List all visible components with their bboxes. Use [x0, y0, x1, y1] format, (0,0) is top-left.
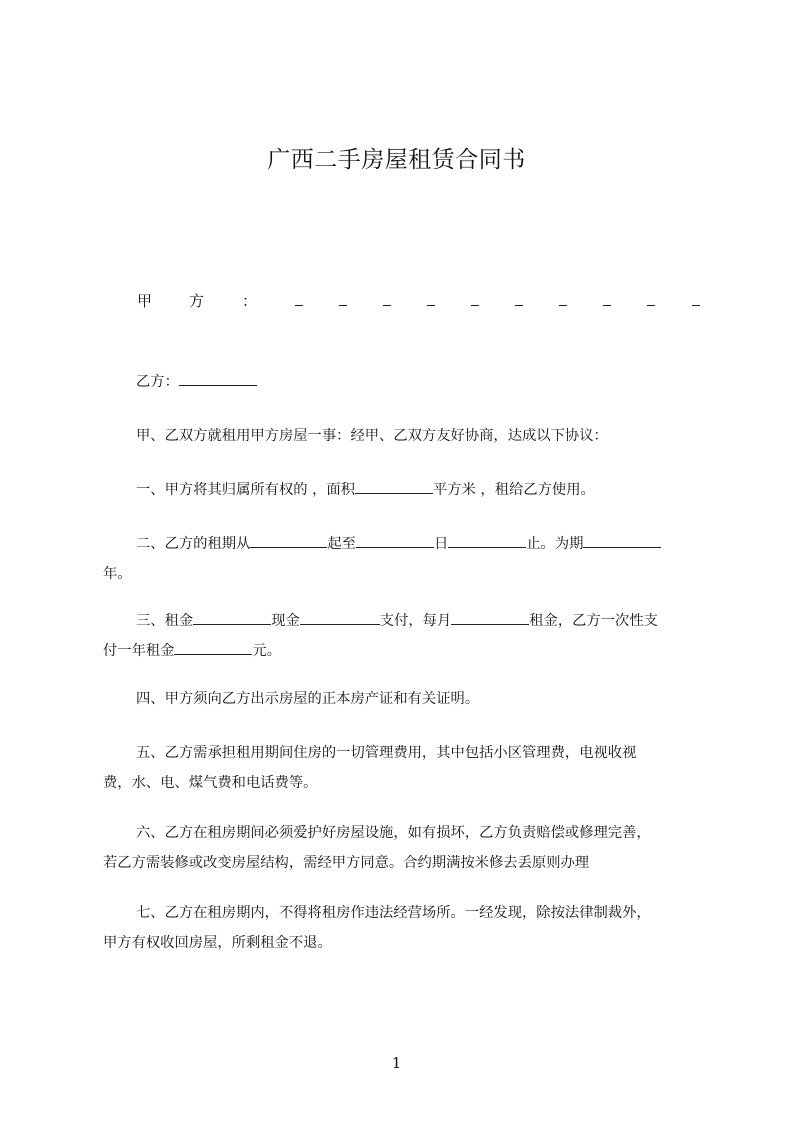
lease-end-blank — [356, 533, 434, 548]
document-title: 广西二手房屋租赁合同书 — [267, 147, 526, 173]
clause-1-text-b: 平方米 ，租给乙方使用。 — [433, 482, 595, 498]
clause-1-text-a: 一、甲方将其归属所有权的 ，面积 — [136, 482, 355, 498]
area-blank — [355, 479, 433, 494]
clause-3 — [103, 606, 703, 666]
monthly-rent-blank — [451, 610, 529, 625]
party-a-label-char-1: 甲 — [137, 292, 153, 310]
party-a-blank-dash — [295, 305, 303, 306]
clause-2-text-d: 止。为期 — [526, 536, 584, 552]
clause-5-line-2: 费，水、电、煤气费和电话费等。 — [103, 775, 318, 791]
intro-text: 甲、乙双方就租用甲方房屋一事：经甲、乙双方友好协商，达成以下协议： — [136, 428, 608, 444]
clause-3-text-d: 租金，乙方一次性支 — [529, 613, 658, 629]
lease-day-blank — [448, 533, 526, 548]
clause-5-line-1: 五、乙方需承担租用期间住房的一切管理费用，其中包括小区管理费，电视收视 — [136, 745, 637, 761]
clause-3-text-c: 支付，每月 — [379, 613, 452, 629]
clause-6-line-1: 六、乙方在租房期间必须爱护好房屋设施，如有损坏，乙方负责赔偿或修理完善， — [136, 825, 651, 841]
clause-2-text-e: 年。 — [103, 566, 132, 582]
clause-2-text-c: 日 — [433, 536, 449, 552]
party-a-blank-dash — [471, 305, 479, 306]
clause-3-text-e: 付一年租金 — [103, 643, 175, 659]
clause-7-line-2: 甲方有权收回房屋，所剩租金不退。 — [103, 935, 332, 951]
party-a-colon: ： — [242, 292, 258, 310]
clause-3-text-a: 三、租金 — [136, 613, 194, 629]
clause-7-line-1: 七、乙方在租房期内，不得将租房作违法经营场所。一经发现，除按法律制裁外， — [136, 905, 651, 921]
clause-7 — [103, 898, 703, 958]
clause-4 — [103, 684, 703, 714]
cash-blank — [300, 610, 380, 625]
rent-blank — [193, 610, 271, 625]
clause-2-text-b: 起至 — [327, 536, 356, 552]
party-a-blank-dash — [647, 305, 655, 306]
party-a-blank-dash — [559, 305, 567, 306]
clause-6-line-2: 若乙方需装修或改变房屋结构，需经甲方同意。合约期满按米修去丢原则办理 — [103, 855, 590, 871]
party-a-blank-dash — [383, 305, 391, 306]
party-a-line — [137, 290, 702, 320]
clause-4-text: 四、甲方须向乙方出示房屋的正本房产证和有关证明。 — [136, 691, 480, 707]
clause-2 — [103, 529, 703, 589]
party-a-blank-dash — [339, 305, 347, 306]
clause-6 — [103, 818, 703, 878]
clause-2-text-a: 二、乙方的租期从 — [136, 536, 251, 552]
party-b-line — [103, 367, 703, 397]
party-a-blank-dash — [515, 305, 523, 306]
clause-1 — [103, 475, 703, 505]
lease-start-blank — [250, 533, 327, 548]
intro-paragraph — [103, 421, 703, 451]
party-b-label: 乙方： — [136, 374, 179, 390]
clause-3-text-b: 现金 — [271, 613, 300, 629]
party-a-blank-dash — [692, 305, 700, 306]
party-a-blank-dash — [603, 305, 611, 306]
clause-5 — [103, 738, 703, 798]
party-a-blank-dash — [427, 305, 435, 306]
party-b-blank — [179, 371, 257, 386]
lease-term-blank — [583, 533, 661, 548]
party-a-label-char-2: 方 — [189, 292, 205, 310]
page-number: 1 — [391, 1054, 402, 1072]
annual-rent-blank — [174, 640, 252, 655]
clause-3-text-f: 元。 — [252, 643, 282, 659]
